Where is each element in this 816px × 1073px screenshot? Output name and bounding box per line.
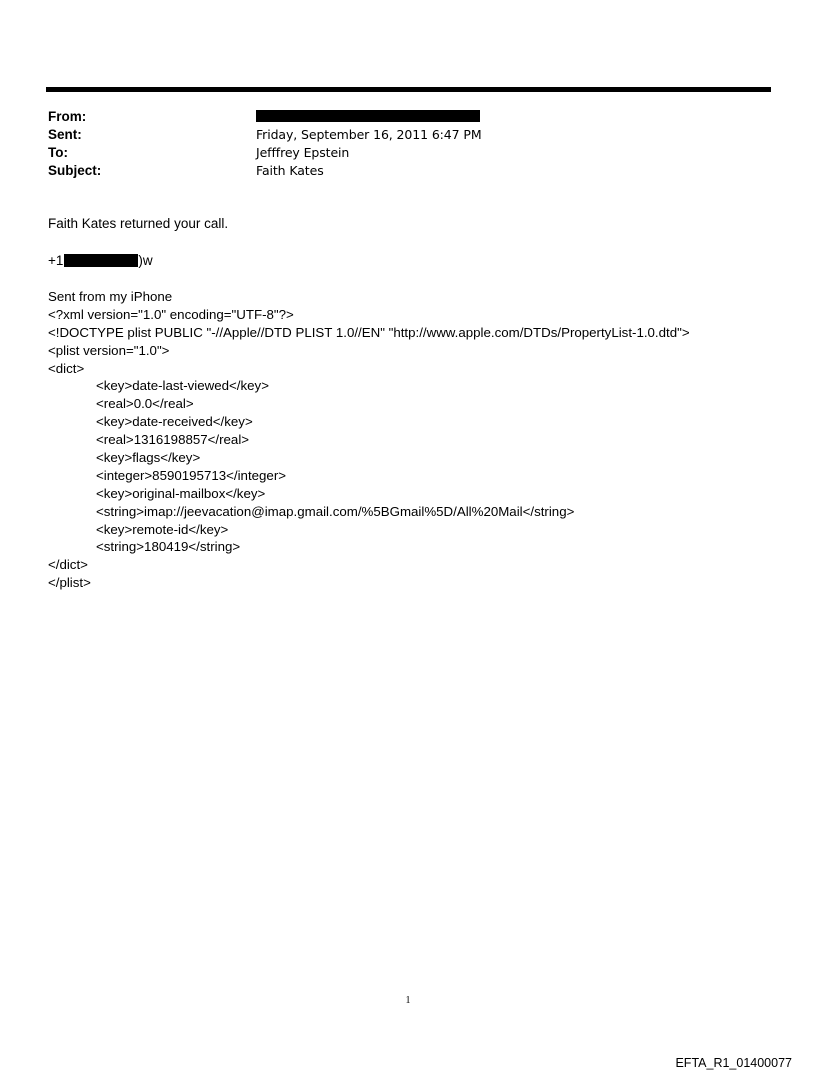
doctype-line: <!DOCTYPE plist PUBLIC "-//Apple//DTD PLIST 1.0//EN" "http://www.apple.com/DTDs/PropertyList-1.0.dtd"> bbox=[48, 324, 690, 340]
redacted-sender bbox=[256, 110, 480, 122]
plist-entry: <string>imap://jeevacation@imap.gmail.com/%5BGmail%5D/All%20Mail</string> bbox=[96, 503, 575, 519]
plist-open-tag: <plist version="1.0"> bbox=[48, 342, 170, 358]
subject-value: Faith Kates bbox=[256, 163, 324, 178]
plist-entry: <key>original-mailbox</key> bbox=[96, 485, 266, 501]
plist-entry: <real>0.0</real> bbox=[96, 396, 194, 412]
plist-entry: <string>180419</string> bbox=[96, 539, 241, 555]
plist-entry: <integer>8590195713</integer> bbox=[96, 467, 287, 483]
to-value: Jefffrey Epstein bbox=[256, 145, 350, 160]
plist-entry: <real>1316198857</real> bbox=[96, 432, 250, 448]
plist-entry: <key>remote-id</key> bbox=[96, 521, 229, 537]
sent-label: Sent: bbox=[48, 127, 82, 142]
phone-suffix: )w bbox=[138, 253, 153, 268]
dict-open-tag: <dict> bbox=[48, 360, 85, 376]
document-id: EFTA_R1_01400077 bbox=[675, 1056, 792, 1070]
sent-row bbox=[48, 126, 748, 144]
plist-close-tag: </plist> bbox=[48, 575, 91, 591]
phone-line bbox=[48, 252, 153, 270]
from-row bbox=[48, 108, 748, 126]
plist-entry: <key>date-last-viewed</key> bbox=[96, 378, 269, 394]
plist-block bbox=[48, 288, 690, 592]
page-number: 1 bbox=[405, 995, 411, 1006]
phone-prefix: +1 bbox=[48, 253, 64, 268]
to-label: To: bbox=[48, 145, 68, 160]
header-rule bbox=[46, 87, 771, 92]
subject-label: Subject: bbox=[48, 163, 102, 178]
dict-close-tag: </dict> bbox=[48, 557, 88, 573]
plist-entry: <key>flags</key> bbox=[96, 450, 201, 466]
xml-declaration: <?xml version="1.0" encoding="UTF-8"?> bbox=[48, 306, 294, 322]
redacted-phone bbox=[64, 254, 138, 267]
to-row bbox=[48, 144, 748, 162]
email-header bbox=[48, 108, 748, 180]
subject-row bbox=[48, 162, 748, 180]
from-label: From: bbox=[48, 109, 87, 124]
sent-value: Friday, September 16, 2011 6:47 PM bbox=[256, 127, 482, 142]
plist-entry: <key>date-received</key> bbox=[96, 414, 253, 430]
signature: Sent from my iPhone bbox=[48, 289, 173, 304]
message-text: Faith Kates returned your call. bbox=[48, 216, 229, 231]
